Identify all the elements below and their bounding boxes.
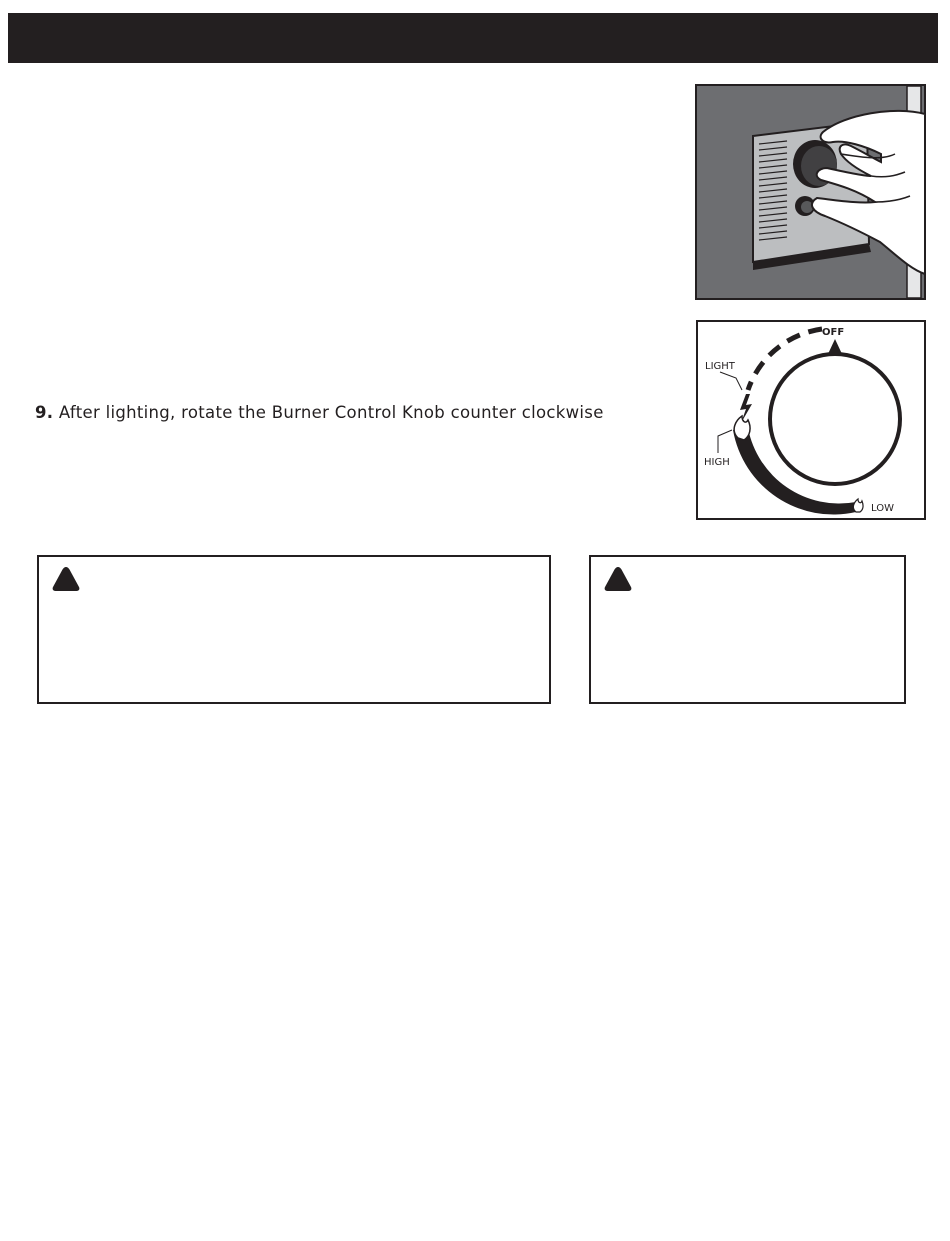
off-label: OFF [822,327,845,338]
step-number: 9. [35,403,54,422]
warning-box-left [37,555,551,704]
warning-triangle-icon [51,565,81,593]
ignition-photo [695,84,926,300]
warning-box-right [589,555,906,704]
high-label: HIGH [704,457,730,468]
header-bar [8,13,938,63]
burner-dial-diagram [696,320,926,520]
warning-triangle-icon [603,565,633,593]
light-label: LIGHT [705,361,735,372]
step-9-instruction [35,403,604,422]
low-label: LOW [871,503,894,514]
step-text: After lighting, rotate the Burner Control Knob counter clockwise [58,403,604,422]
